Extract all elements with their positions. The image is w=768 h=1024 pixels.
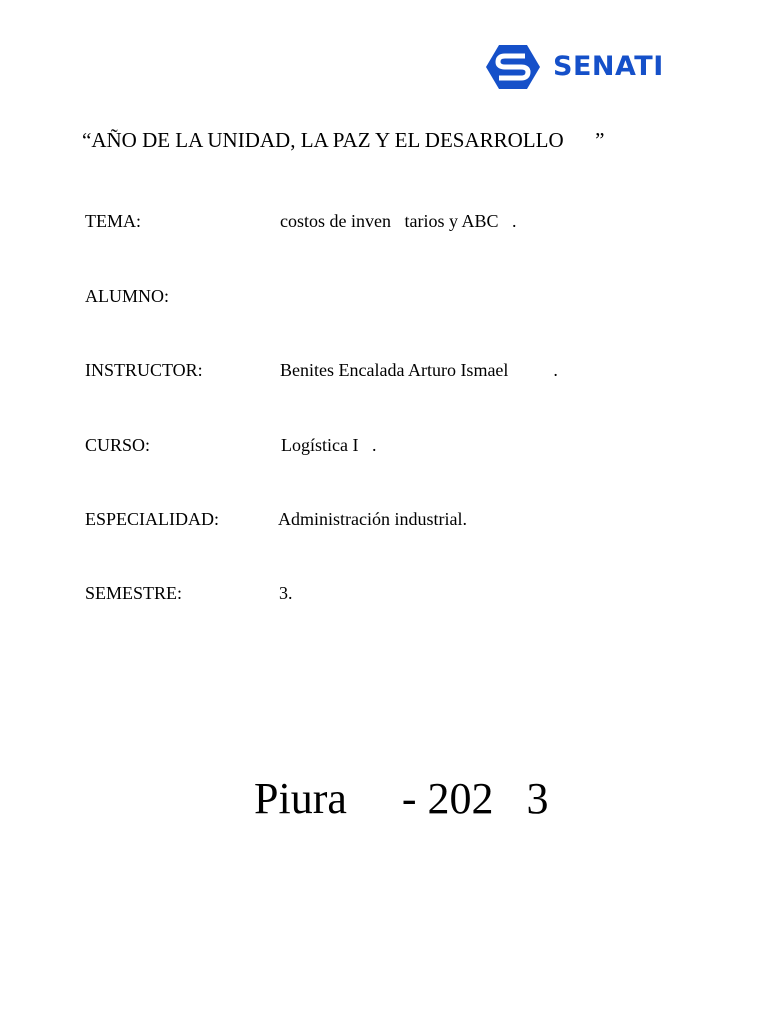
field-semestre-label: SEMESTRE: <box>85 583 183 603</box>
place-separator: - <box>401 774 417 823</box>
field-especialidad-label: ESPECIALIDAD: <box>85 509 219 529</box>
place-spacer <box>347 774 402 823</box>
senati-logo <box>485 44 685 90</box>
field-semestre <box>85 580 685 606</box>
place-and-year <box>210 715 549 883</box>
field-curso-label: CURSO: <box>85 435 151 455</box>
place-name: Piura <box>254 774 347 823</box>
field-instructor-label: INSTRUCTOR: <box>85 360 203 380</box>
place-gap <box>417 774 428 823</box>
field-alumno <box>85 283 685 309</box>
field-especialidad <box>85 506 685 532</box>
senati-logo-text: SENATI <box>553 51 664 82</box>
field-tema <box>85 208 685 234</box>
field-tema-label: TEMA: <box>85 211 141 231</box>
field-curso <box>85 432 685 458</box>
senati-logo-icon <box>485 44 541 90</box>
year: 202 3 <box>427 774 549 823</box>
field-alumno-label: ALUMNO: <box>85 286 169 306</box>
field-semestre-value: 3. <box>279 583 293 603</box>
field-tema-value: costos de inven tarios y ABC . <box>280 211 517 231</box>
field-instructor-value: Benites Encalada Arturo Ismael . <box>280 360 558 380</box>
field-curso-value: Logística I . <box>281 435 377 455</box>
field-especialidad-value: Administración industrial. <box>278 509 467 529</box>
field-instructor <box>85 357 685 383</box>
year-motto: “AÑO DE LA UNIDAD, LA PAZ Y EL DESARROLLO ” <box>82 128 605 152</box>
